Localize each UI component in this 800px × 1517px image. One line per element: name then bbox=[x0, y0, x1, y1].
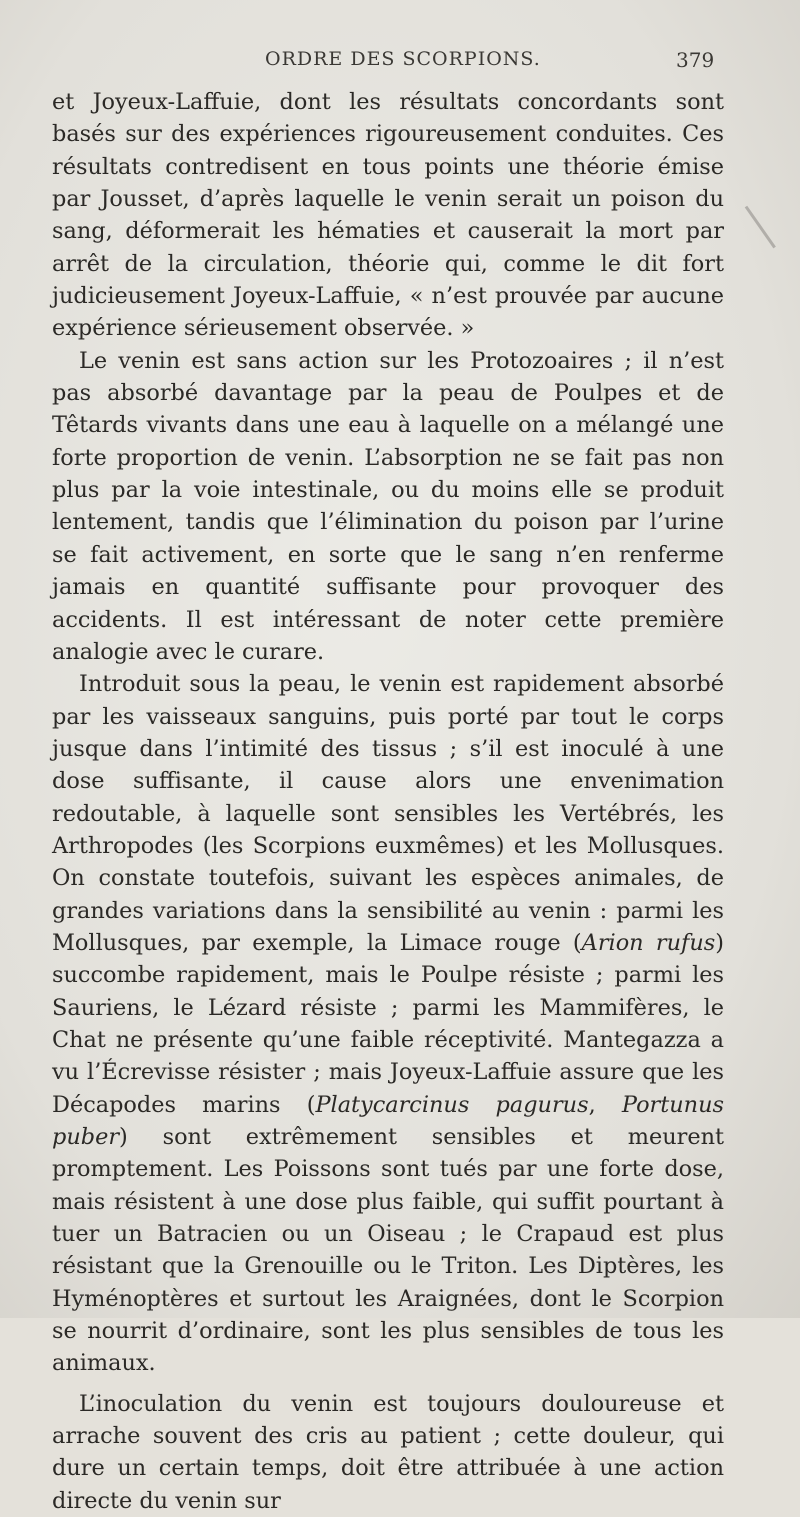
paragraph-text: Le venin est sans action sur les Protozoaires ; il n’est pas absorbé davantage par la peau de Poulpes et de Têtards vivants dans une eau à laquelle on a mélangé une forte proportion de venin. L’absorption ne se fait pas non plus par la voie intestinale, ou du moins elle se produit lentement, tandis que l’élimination du poison par l’urine se fait activement, en sorte que le sang n’en renferme jamais en quantité suffisante pour provoquer des accidents. Il est intéressant de noter cette première analogie avec le curare. bbox=[52, 347, 724, 665]
page-header bbox=[0, 48, 800, 74]
paragraph-text: L’inoculation du venin est toujours douloureuse et arrache souvent des cris au patient ; cette douleur, qui dure un certain temps, doit être attribuée à une action directe du venin sur bbox=[52, 1390, 724, 1514]
paragraph-text: Introduit sous la peau, le venin est rapidement absorbé par les vaisseaux sanguins, puis porté par tout le corps jusque dans l’intimité des tissus ; s’il est inoculé à une dose suffisante, il cause alors une envenimation redoutable, à laquelle sont sensibles les Vertébrés, les Arthropodes (les Scorpions euxmêmes) et les Mollusques. On constate toutefois, suivant les espèces animales, de grandes variations dans la sensibilité au venin : parmi les Mollusques, par exemple, la Limace rouge ( bbox=[52, 671, 724, 956]
paragraph-text: ) sont extrêmement sensibles et meurent promptement. Les Poissons sont tués par une forte dose, mais résistent à une dose plus faible, qui suffit pourtant à tuer un Batracien ou un Oiseau ; le Crapaud est plus résistant que la Grenouille ou le Triton. Les Diptères, les Hyménoptères et surtout les Araignées, dont le Scorpion se nourrit d’ordinaire, sont les plus sensibles de tous les animaux. bbox=[52, 1124, 724, 1377]
page-number: 379 bbox=[676, 48, 715, 72]
species-name: Platycarcinus pagurus bbox=[315, 1091, 589, 1118]
paragraph-3 bbox=[52, 668, 724, 1380]
paragraph-1 bbox=[52, 86, 724, 345]
species-name: Portunus puber bbox=[52, 1091, 724, 1150]
paragraph-text: et Joyeux-Laffuie, dont les résultats concordants sont basés sur des expériences rigoureusement conduites. Ces résultats contredisent en tous points une théorie émise par Jousset, d’après laquelle le venin serait un poison du sang, déformerait les hématies et causerait la mort par arrêt de la circulation, théorie qui, comme le dit fort judicieusement Joyeux-Laffuie, « n’est prouvée par aucune expérience sérieusement observée. » bbox=[52, 89, 724, 342]
paragraph-4 bbox=[52, 1388, 724, 1517]
body-text bbox=[52, 86, 724, 1517]
paragraph-2 bbox=[52, 345, 724, 668]
running-title: ORDRE DES SCORPIONS. bbox=[265, 48, 541, 70]
species-name: Arion rufus bbox=[581, 929, 716, 956]
paragraph-text: , bbox=[588, 1091, 622, 1118]
paragraph-text: ) succombe rapidement, mais le Poulpe résiste ; parmi les Sauriens, le Lézard résiste ; parmi les Mammifères, le Chat ne présente qu’une faible réceptivité. Mantegazza a vu l’Écrevisse résister ; mais Joyeux-Laffuie assure que les Décapodes marins ( bbox=[52, 929, 725, 1118]
margin-pencil-mark bbox=[745, 182, 800, 249]
